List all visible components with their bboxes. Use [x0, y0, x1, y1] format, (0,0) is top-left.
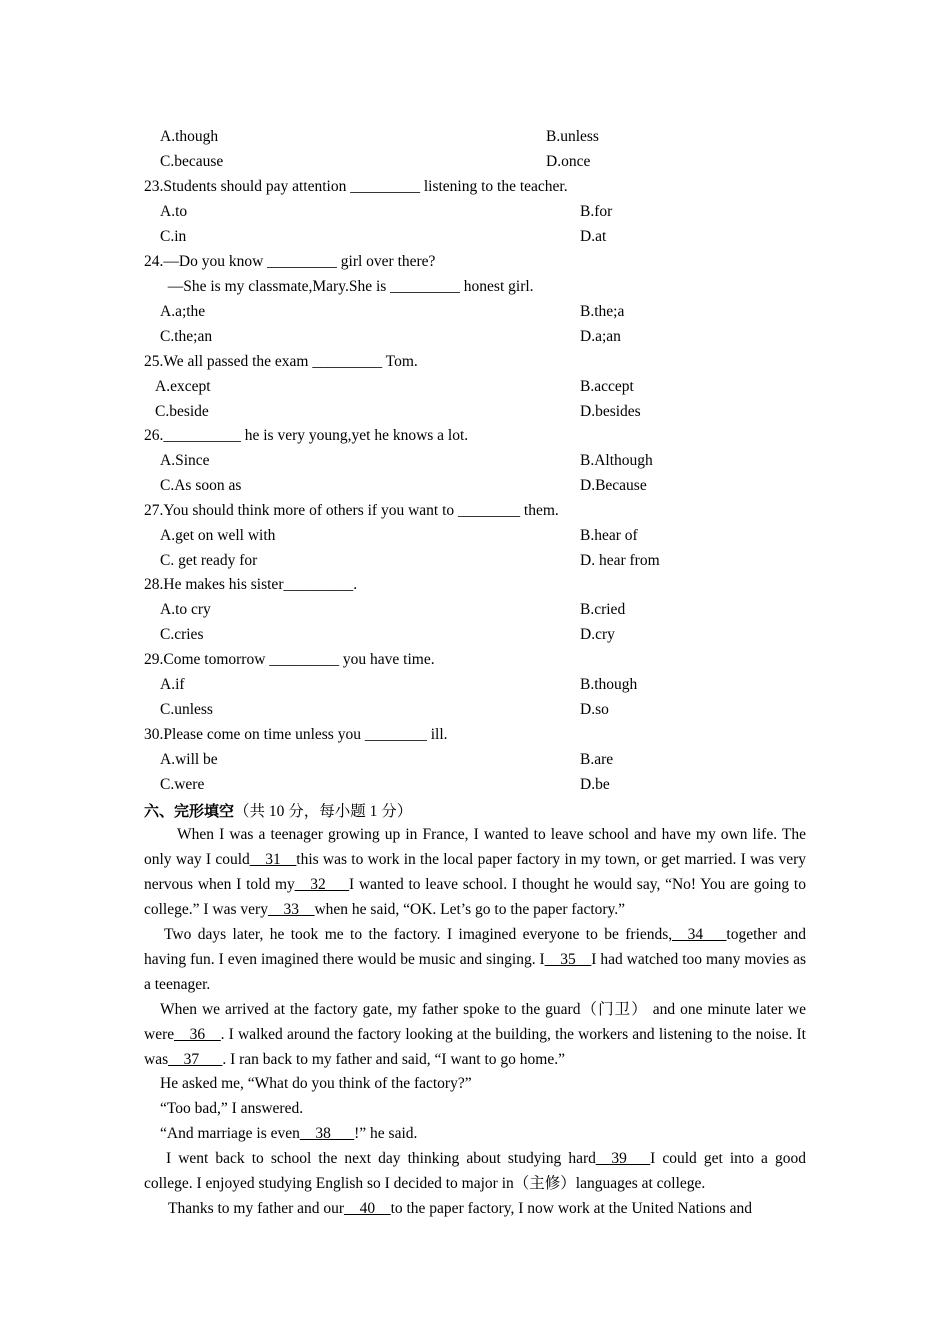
q28-stem: 28.He makes his sister_________. — [144, 576, 358, 593]
q28-option-b: B.cried — [580, 601, 626, 618]
q24-stem-reply: —She is my classmate,Mary.She is _________ honest girl. — [160, 278, 534, 295]
q26-option-d: D.Because — [580, 477, 647, 494]
q25-option-b: B.accept — [580, 378, 634, 395]
passage-paragraph-5: “Too bad,” I answered. — [160, 1100, 304, 1117]
q25-stem: 25.We all passed the exam _________ Tom. — [144, 353, 418, 370]
q26-option-c: C.As soon as — [160, 477, 242, 494]
section-note: （共 10 分，每小题 1 分） — [234, 803, 413, 820]
passage-text: this was to work in the local paper factory in my town, or get married. I was very nervous when I told my — [144, 851, 806, 893]
q27-option-d: D. hear from — [580, 552, 660, 569]
q26-option-b: B.Although — [580, 452, 653, 469]
q27-stem: 27.You should think more of others if you want to ________ them. — [144, 502, 559, 519]
passage-paragraph-3 — [144, 997, 806, 1072]
passage-text: Two days later, he took me to the factory. I imagined everyone to be friends, — [164, 926, 673, 943]
section-title: 六、完形填空 — [144, 802, 235, 820]
q28-option-d: D.cry — [580, 626, 615, 643]
q24-option-a: A.a;the — [160, 303, 206, 320]
blank-39: __39___ — [595, 1150, 651, 1167]
q27-option-b: B.hear of — [580, 527, 638, 544]
blank-40: __40__ — [344, 1200, 391, 1217]
q25-option-a: A.except — [155, 378, 211, 395]
passage-text: “And marriage is even — [160, 1125, 300, 1142]
passage-text: . I walked around the factory looking at the building, the workers and listening to the noise. It was — [144, 1026, 806, 1068]
passage-text: I went back to school the next day thinking about studying hard — [166, 1150, 596, 1167]
q23-option-a: A.to — [160, 203, 188, 220]
passage-text: When we arrived at the factory gate, my father spoke to the guard（门卫） and one minute later we were — [144, 1001, 806, 1043]
passage-text: . I ran back to my father and said, “I want to go home.” — [222, 1051, 565, 1068]
q24-option-d: D.a;an — [580, 328, 621, 345]
blank-34: __34___ — [672, 926, 727, 943]
passage-paragraph-8 — [144, 1196, 806, 1221]
q23-stem: 23.Students should pay attention _________ listening to the teacher. — [144, 178, 568, 195]
q27-option-c: C. get ready for — [160, 552, 258, 569]
passage-text: I wanted to leave school. I thought he would say, “No! You are going to college.” I was very — [144, 876, 806, 918]
q26-option-a: A.Since — [160, 452, 210, 469]
passage-paragraph-2 — [144, 922, 806, 997]
blank-31: __31__ — [249, 851, 297, 868]
blank-38: __38___ — [299, 1125, 355, 1142]
passage-text: to the paper factory, I now work at the United Nations and — [390, 1200, 752, 1217]
q26-stem: 26.__________ he is very young,yet he knows a lot. — [144, 427, 469, 444]
q22-option-c: C.because — [160, 153, 224, 170]
q24-stem: 24.—Do you know _________ girl over there? — [144, 253, 436, 270]
q22-option-a: A.though — [160, 128, 219, 145]
q23-option-d: D.at — [580, 228, 607, 245]
passage-text: I could get into a good college. I enjoyed studying English so I decided to major in（主修）languages at college. — [144, 1150, 806, 1192]
passage-paragraph-6 — [160, 1124, 417, 1144]
passage-text: when he said, “OK. Let’s go to the paper factory.” — [314, 901, 626, 918]
q23-option-b: B.for — [580, 203, 613, 220]
passage-text: Thanks to my father and our — [168, 1200, 345, 1217]
blank-32: __32___ — [294, 876, 350, 893]
section-heading — [144, 801, 412, 822]
passage-paragraph-7 — [144, 1146, 806, 1196]
q24-option-b: B.the;a — [580, 303, 625, 320]
q30-option-c: C.were — [160, 776, 205, 793]
passage-text: I had watched too many movies as a teenager. — [144, 951, 807, 993]
q29-option-d: D.so — [580, 701, 609, 718]
q24-option-c: C.the;an — [160, 328, 213, 345]
q29-option-a: A.if — [160, 676, 185, 693]
q28-option-c: C.cries — [160, 626, 204, 643]
q27-option-a: A.get on well with — [160, 527, 276, 544]
passage-paragraph-4: He asked me, “What do you think of the factory?” — [160, 1075, 472, 1092]
blank-35: __35__ — [544, 951, 592, 968]
blank-36: __36__ — [174, 1026, 221, 1043]
passage-text: together and having fun. I even imagined there would be music and singing. I — [144, 926, 806, 968]
passage-text: When I was a teenager growing up in France, I wanted to leave school and have my own life. The only way I could — [144, 826, 806, 868]
q29-option-c: C.unless — [160, 701, 213, 718]
q30-option-a: A.will be — [160, 751, 218, 768]
q22-option-b: B.unless — [546, 128, 599, 145]
blank-33: __33__ — [267, 901, 315, 918]
q28-option-a: A.to cry — [160, 601, 211, 618]
q29-option-b: B.though — [580, 676, 638, 693]
q30-option-d: D.be — [580, 776, 610, 793]
passage-text: !” he said. — [354, 1125, 418, 1142]
passage-paragraph-1 — [144, 822, 806, 922]
blank-37: __37___ — [168, 1051, 223, 1068]
q25-option-d: D.besides — [580, 403, 641, 420]
q30-stem: 30.Please come on time unless you ________ ill. — [144, 726, 448, 743]
q23-option-c: C.in — [160, 228, 187, 245]
q30-option-b: B.are — [580, 751, 614, 768]
q29-stem: 29.Come tomorrow _________ you have time. — [144, 651, 435, 668]
q22-option-d: D.once — [546, 153, 591, 170]
q25-option-c: C.beside — [155, 403, 209, 420]
